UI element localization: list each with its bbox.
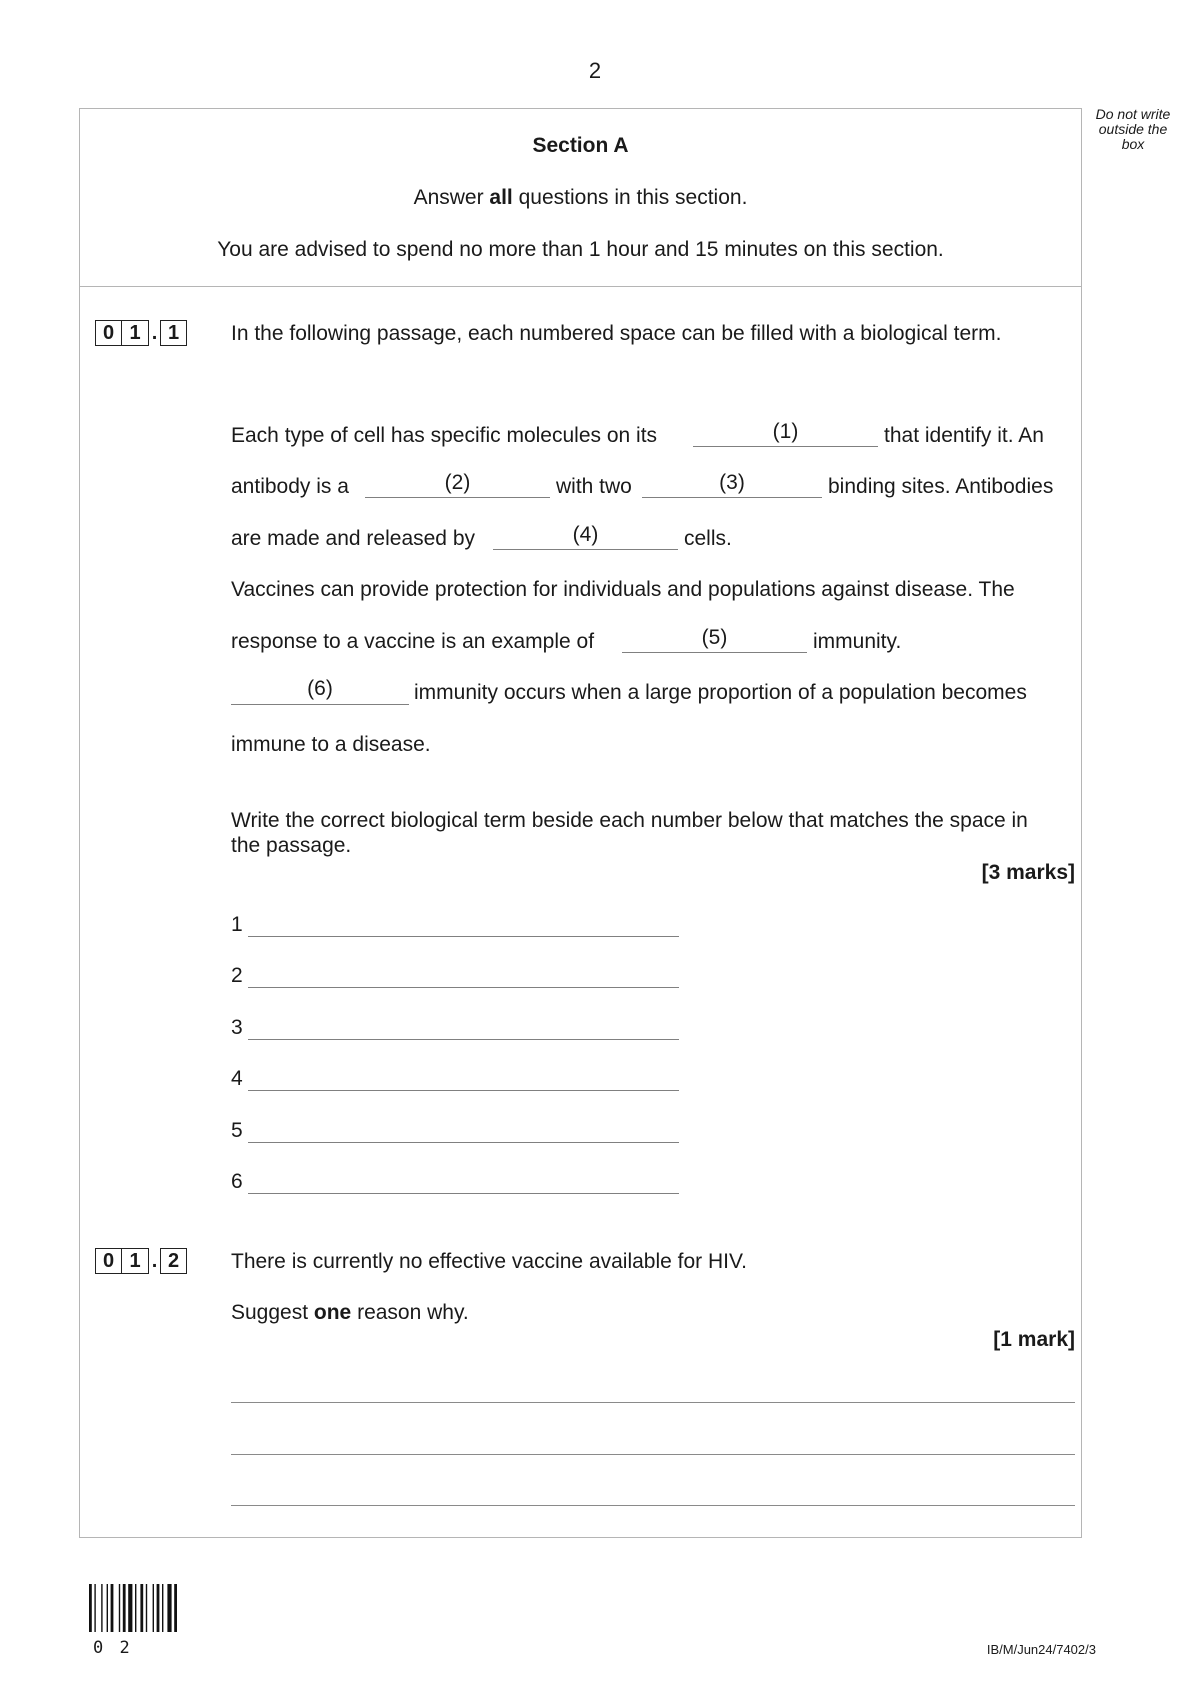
answer-line-wide-1[interactable] [231, 1402, 1075, 1403]
marks-label: [3 marks] [981, 861, 1075, 884]
question-dot: . [151, 1250, 158, 1272]
answer-line-4[interactable] [248, 1090, 679, 1091]
blank-label-4: (4) [572, 523, 599, 546]
section-divider [79, 286, 1082, 287]
blank-label-1: (1) [772, 420, 799, 443]
answer-line-wide-3[interactable] [231, 1505, 1075, 1506]
answer-line-3[interactable] [248, 1039, 679, 1040]
marks-label: [1 mark] [993, 1328, 1075, 1351]
passage-text: immunity. [813, 630, 902, 653]
blank-label-2: (2) [444, 471, 471, 494]
page-code: 0 2 [93, 1638, 133, 1658]
question-dot: . [151, 322, 158, 344]
question-digit: 0 [95, 320, 122, 346]
barcode [89, 1584, 199, 1634]
question-digit: 2 [160, 1248, 187, 1274]
blank-line-5 [622, 652, 807, 653]
answer-number: 3 [231, 1016, 243, 1039]
passage-text: Vaccines can provide protection for individuals and populations against disease. The [231, 578, 1015, 601]
passage-text: Each type of cell has specific molecules on its [231, 424, 658, 447]
question-digit: 1 [122, 320, 149, 346]
page-number: 2 [588, 58, 602, 83]
section-title: Section A [532, 134, 629, 157]
passage-text: are made and released by [231, 527, 475, 550]
blank-line-1 [693, 446, 878, 447]
answer-line-6[interactable] [248, 1193, 679, 1194]
question-prompt: Suggest one reason why. [231, 1301, 469, 1324]
margin-note: Do not write outside the box [1095, 106, 1171, 152]
answer-number: 4 [231, 1067, 243, 1090]
blank-line-4 [493, 549, 678, 550]
passage-text: binding sites. Antibodies [828, 475, 1054, 498]
answer-line-wide-2[interactable] [231, 1454, 1075, 1455]
passage-text: cells. [684, 527, 732, 550]
task-text: the passage. [231, 834, 352, 857]
question-number-01-1 [95, 320, 187, 346]
passage-text: that identify it. An [884, 424, 1044, 447]
question-digit: 1 [160, 320, 187, 346]
blank-label-3: (3) [719, 471, 745, 494]
question-text: There is currently no effective vaccine available for HIV. [231, 1250, 747, 1273]
question-number-01-2 [95, 1248, 187, 1274]
answer-number: 5 [231, 1119, 243, 1142]
blank-label-5: (5) [701, 626, 728, 649]
passage-text: antibody is a [231, 475, 349, 498]
answer-line-5[interactable] [248, 1142, 679, 1143]
answer-number: 2 [231, 964, 243, 987]
answer-line-2[interactable] [248, 987, 679, 988]
section-instruction: Answer all questions in this section. [413, 186, 748, 209]
blank-label-6: (6) [307, 677, 333, 700]
answer-number: 1 [231, 913, 243, 936]
question-intro: In the following passage, each numbered space can be filled with a biological term. [231, 322, 1002, 345]
blank-line-3 [642, 497, 822, 498]
answer-number: 6 [231, 1170, 243, 1193]
answer-line-1[interactable] [248, 936, 679, 937]
passage-text: response to a vaccine is an example of [231, 630, 595, 653]
task-text: Write the correct biological term beside each number below that matches the space in [231, 809, 1028, 832]
blank-line-6 [231, 704, 409, 705]
question-digit: 0 [95, 1248, 122, 1274]
question-digit: 1 [122, 1248, 149, 1274]
passage-text: immunity occurs when a large proportion of a population becomes [414, 681, 1027, 704]
passage-text: with two [556, 475, 632, 498]
reference-code: IB/M/Jun24/7402/3 [986, 1642, 1096, 1657]
passage-text: immune to a disease. [231, 733, 431, 756]
section-advice: You are advised to spend no more than 1 hour and 15 minutes on this section. [217, 238, 944, 261]
blank-line-2 [365, 497, 550, 498]
